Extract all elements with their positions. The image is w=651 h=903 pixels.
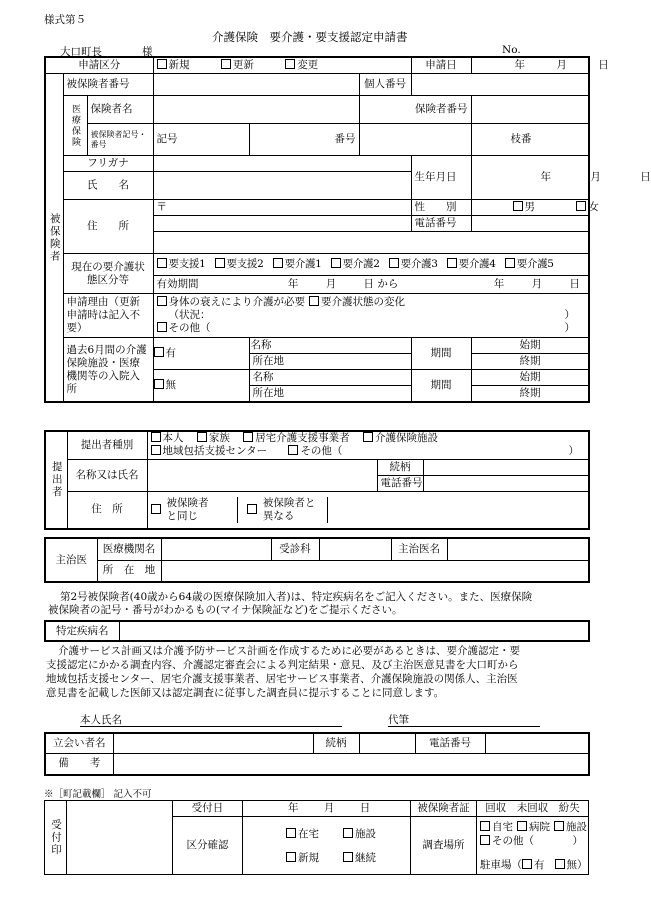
doctor-location-label: 所 在 地 xyxy=(97,560,161,582)
receipt-date-label: 受付日 xyxy=(173,801,243,817)
hospital-label: 過去6月間の介護保険施設・医療機関等の入院入所 xyxy=(63,338,153,403)
parking-none-checkbox[interactable]: 無 xyxy=(555,859,578,871)
consent-text: 介護サービス計画又は介護予防サービス計画を作成するために必要があるときは、要介護認定・要 支援認定にかかる調査内容、介護認定審査会による判定結果・意見、及び主治医意見書を大口町から 地域包括支援センター、居宅介護支援事業者、居宅サービス事業者、介護保険施設の関係人、主治医 意見書を記載した医師又は認定調査に従事した調査員に提示することに同意します。 xyxy=(46,645,520,699)
application-kubun-label: 申請区分 xyxy=(45,57,153,74)
witness-field[interactable] xyxy=(113,733,313,753)
hospital-has-checkbox[interactable]: 有 xyxy=(154,347,177,359)
submitter-type-checkbox[interactable]: 居宅介護支援事業者 xyxy=(243,432,350,444)
stamp-label: 受付印 xyxy=(45,801,67,875)
category-continue-checkbox[interactable]: 継続 xyxy=(343,852,376,864)
survey-home-checkbox[interactable]: 自宅 xyxy=(480,821,513,833)
care-level-checkbox[interactable]: 要介護2 xyxy=(331,258,380,270)
survey-options: 自宅 病院 施設 その他（ ） 駐車場（ 有 無） xyxy=(477,817,589,875)
end-2-label: 終期 xyxy=(471,386,589,403)
address-same-checkbox[interactable] xyxy=(151,504,163,517)
name-field[interactable] xyxy=(153,172,411,200)
sex-male-checkbox[interactable]: 男 xyxy=(513,201,536,213)
office-table xyxy=(44,800,589,875)
doctor-name-field[interactable] xyxy=(447,538,589,560)
period-1-label: 期間 xyxy=(411,338,471,370)
witness-label: 立会い者名 xyxy=(45,733,113,753)
witness-phone-field[interactable] xyxy=(485,733,589,753)
doctor-label: 主治医 xyxy=(45,538,97,582)
start-1-label: 始期 xyxy=(471,338,589,354)
care-level-options xyxy=(153,254,589,276)
care-level-checkbox[interactable]: 要支援1 xyxy=(157,258,206,270)
care-level-checkbox[interactable]: 要支援2 xyxy=(215,258,264,270)
honorific: 様 xyxy=(142,46,153,58)
sex-female-checkbox[interactable]: 女 xyxy=(576,201,599,213)
submitter-name-label: 名称又は氏名 xyxy=(67,459,147,491)
submitter-phone-field[interactable] xyxy=(423,475,589,491)
proxy-label: 代筆 xyxy=(388,714,409,726)
doctor-location-field[interactable] xyxy=(161,560,589,582)
stamp-area[interactable] xyxy=(67,801,173,875)
submitter-type-label: 提出者種別 xyxy=(67,431,147,459)
survey-hospital-checkbox[interactable]: 病院 xyxy=(517,821,550,833)
form-number: 様式第５ xyxy=(44,14,86,26)
insured-section-label: 被保険者 xyxy=(45,74,63,403)
submitter-section-label: 提出者 xyxy=(45,431,67,529)
address-line-2[interactable] xyxy=(153,232,589,254)
end-1-label: 終期 xyxy=(471,354,589,370)
name-label: 氏 名 xyxy=(63,172,153,200)
submitter-type-checkbox[interactable]: 介護保険施設 xyxy=(363,432,438,444)
category-home-checkbox[interactable]: 在宅 xyxy=(286,828,319,840)
dept-field[interactable] xyxy=(319,538,391,560)
disease-table xyxy=(44,620,590,642)
medical-insurer-no-label: 保険者番号 xyxy=(359,96,471,124)
institution-label: 医療機関名 xyxy=(97,538,161,560)
remarks-field[interactable] xyxy=(113,753,589,775)
furigana-field[interactable] xyxy=(153,156,411,172)
disease-field[interactable] xyxy=(119,621,589,641)
reason-label: 申請理由（更新申請時は記入不要） xyxy=(63,294,153,338)
addressee: 大口町長 xyxy=(60,46,102,58)
personal-no-label: 個人番号 xyxy=(359,74,411,96)
application-kubun-options xyxy=(153,57,411,74)
address-diff-checkbox[interactable] xyxy=(247,504,259,517)
sex-label: 性 別 xyxy=(411,200,471,216)
address-label: 住 所 xyxy=(63,200,153,254)
reason-change-checkbox[interactable]: 要介護状態の変化 xyxy=(309,296,405,308)
hospital-has-cell xyxy=(153,338,249,370)
facility-name-2[interactable]: 名称 xyxy=(249,370,411,386)
reason-options: 身体の衰えにより介護が必要 要介護状態の変化 （状況： ） その他（ ） xyxy=(153,294,589,338)
address-field[interactable]: 〒 xyxy=(153,200,411,216)
furigana-label: フリガナ xyxy=(63,156,153,172)
start-2-label: 始期 xyxy=(471,370,589,386)
submitter-type-checkbox[interactable]: 家族 xyxy=(197,432,230,444)
form-title: 介護保険 要介護・要支援認定申請書 xyxy=(212,30,408,44)
application-date[interactable]: 年 月 日 xyxy=(471,57,589,74)
category-options xyxy=(243,817,411,875)
medical-insurer-no-field[interactable] xyxy=(471,96,589,124)
relation-label: 続柄 xyxy=(377,459,423,475)
principal-name-label: 本人氏名 xyxy=(80,714,122,726)
sex-options xyxy=(471,200,599,216)
care-level-checkbox[interactable]: 要介護5 xyxy=(505,258,554,270)
kubun-change-checkbox[interactable]: 変更 xyxy=(285,59,318,71)
facility-location-1[interactable]: 所在地 xyxy=(249,354,411,370)
birth-label: 生年月日 xyxy=(411,156,471,200)
personal-no-field[interactable] xyxy=(411,74,589,96)
bangou-value[interactable] xyxy=(359,124,471,156)
dept-label: 受診科 xyxy=(271,538,319,560)
bangou-field[interactable]: 番号 xyxy=(249,124,359,156)
medical-insurance-label: 医療保険 xyxy=(63,96,87,156)
submitter-address-options: 被保険者と同じ 被保険者と異なる xyxy=(147,491,589,529)
disease-label: 特定疾病名 xyxy=(45,621,119,641)
relation-field[interactable] xyxy=(423,459,589,475)
submitter-name-field[interactable] xyxy=(147,459,377,491)
hospital-none-cell xyxy=(153,370,249,403)
notice-text: 第2号被保険者(40歳から64歳の医療保険加入者)は、特定疾病名をご記入ください。また、医療保険 被保険者の記号・番号がわかるもの(マイナ保険証など)をご提示ください。 xyxy=(48,591,533,616)
submitter-type-checkbox[interactable]: 地域包括支援センター xyxy=(151,445,268,457)
doctor-name-label: 主治医名 xyxy=(391,538,447,560)
kubun-new-checkbox[interactable]: 新規 xyxy=(157,59,190,71)
witness-relation-label: 続柄 xyxy=(313,733,359,753)
survey-other-checkbox[interactable]: その他（ xyxy=(480,835,534,847)
witness-phone-label: 電話番号 xyxy=(415,733,485,753)
facility-location-2[interactable]: 所在地 xyxy=(249,386,411,403)
edaban-field[interactable]: 枝番 xyxy=(471,124,589,156)
submitter-type-options: 本人 家族 居宅介護支援事業者 介護保険施設 地域包括支援センター その他（ ） xyxy=(147,431,589,459)
care-level-checkbox[interactable]: 要介護3 xyxy=(389,258,438,270)
insured-number-label: 被保険者番号 xyxy=(63,74,153,96)
birth-date-field[interactable]: 年 月 日 xyxy=(471,156,589,200)
application-date-label: 申請日 xyxy=(411,57,471,74)
parking-has-checkbox[interactable]: 有 xyxy=(522,859,545,871)
doctor-table xyxy=(44,537,590,583)
submitter-table xyxy=(44,430,590,530)
address-line[interactable] xyxy=(153,216,411,232)
kubun-renew-checkbox[interactable]: 更新 xyxy=(221,59,254,71)
survey-facility-checkbox[interactable]: 施設 xyxy=(554,821,587,833)
reason-other-checkbox[interactable]: その他（ xyxy=(157,322,211,334)
receipt-date-field[interactable]: 年 月 日 xyxy=(243,801,411,817)
principal-name-line[interactable] xyxy=(80,726,342,727)
no-label: No. xyxy=(502,44,521,56)
medical-holder-field[interactable] xyxy=(153,96,359,124)
institution-field[interactable] xyxy=(161,538,271,560)
survey-label: 調査場所 xyxy=(411,817,477,875)
facility-name-1[interactable]: 名称 xyxy=(249,338,411,354)
symbol-no-label: 被保険者記号・番号 xyxy=(87,124,153,156)
card-label: 被保険者証 xyxy=(411,801,477,817)
proxy-line[interactable] xyxy=(388,726,540,727)
insured-table xyxy=(44,56,651,403)
reason-decline-checkbox[interactable]: 身体の衰えにより介護が必要 xyxy=(157,296,306,308)
submitter-phone-label: 電話番号 xyxy=(377,475,423,491)
phone-label: 電話番号 xyxy=(411,216,471,232)
category-facility-checkbox[interactable]: 施設 xyxy=(343,828,376,840)
category-new-checkbox[interactable]: 新規 xyxy=(286,852,319,864)
card-options[interactable]: 回収 未回収 紛失 xyxy=(477,801,589,817)
medical-holder-label: 保険者名 xyxy=(87,96,153,124)
period-2-label: 期間 xyxy=(411,370,471,403)
valid-period-row[interactable]: 有効期間 年 月 日 から 年 月 日 xyxy=(153,276,589,294)
submitter-address-label: 住 所 xyxy=(67,491,147,529)
office-note: ※［町記載欄］ 記入不可 xyxy=(44,789,152,800)
witness-table xyxy=(44,732,590,776)
hospital-none-checkbox[interactable]: 無 xyxy=(154,379,177,391)
care-status-label: 現在の要介護状態区分等 xyxy=(63,254,153,294)
care-level-checkbox[interactable]: 要介護1 xyxy=(273,258,322,270)
kigou-field[interactable]: 記号 xyxy=(153,124,249,156)
care-level-checkbox[interactable]: 要介護4 xyxy=(447,258,496,270)
phone-field[interactable] xyxy=(471,216,589,232)
remarks-label: 備 考 xyxy=(45,753,113,775)
submitter-type-checkbox[interactable]: 本人 xyxy=(151,432,184,444)
witness-relation-field[interactable] xyxy=(359,733,415,753)
category-label: 区分確認 xyxy=(173,817,243,875)
insured-number-field[interactable] xyxy=(153,74,359,96)
submitter-type-checkbox[interactable]: その他（ xyxy=(288,445,342,457)
